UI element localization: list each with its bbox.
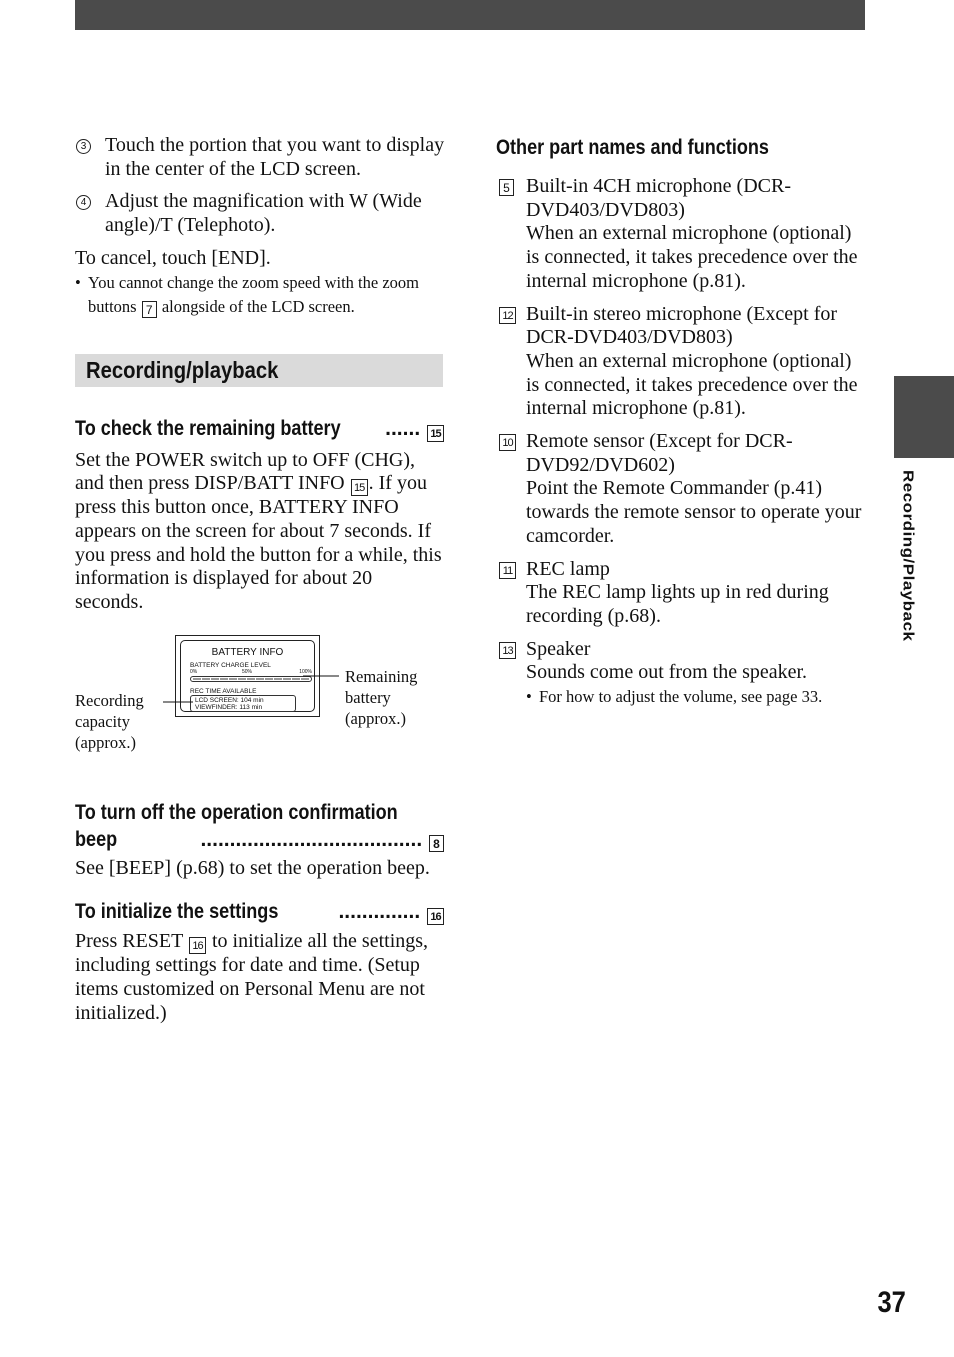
body-text-a: Press RESET xyxy=(75,930,188,953)
note-text-a: You cannot change the zoom speed with the zoom buttons xyxy=(88,272,419,316)
leader-dots: ...................................... xyxy=(200,827,423,851)
ref-number: 16 xyxy=(189,937,206,954)
zoom-note xyxy=(75,271,445,319)
scale-50: 50% xyxy=(242,668,253,675)
viewfinder-time-row: VIEWFINDER: 113 min xyxy=(195,703,263,711)
section-title: Recording/playback xyxy=(86,356,279,383)
part-item xyxy=(496,303,868,422)
part-title: Built-in stereo microphone (Except for DCR-DVD403/DVD803) xyxy=(526,302,838,349)
charge-level-label: BATTERY CHARGE LEVEL xyxy=(190,661,271,669)
leader-dots: .............. xyxy=(338,900,421,924)
right-column xyxy=(496,134,868,718)
ref-number: 10 xyxy=(499,434,516,451)
step-3 xyxy=(75,134,445,181)
ref-number: 8 xyxy=(429,835,444,852)
part-title: REC lamp xyxy=(526,557,610,580)
heading-leader xyxy=(338,898,445,925)
part-description: Sounds come out from the speaker. xyxy=(526,661,808,684)
page-number: 37 xyxy=(877,1286,906,1319)
body-text-b: to initialize all the settings, including settings for date and time. (Setup items customized on Personal Menu are not initialized.) xyxy=(75,930,429,1024)
part-item xyxy=(496,638,868,709)
body-text-a: Set the POWER switch up to OFF (CHG), and then press DISP/BATT INFO xyxy=(75,448,415,495)
body-text-b: . If you press this button once, BATTERY INFO appears on the screen for about 7 seconds. If you press and hold the button for a while, this information is displayed for about 20 seconds. xyxy=(75,472,442,614)
screen-title: BATTERY INFO xyxy=(211,646,284,658)
part-description: When an external microphone (optional) is connected, it takes precedence over the internal microphone (p.81). xyxy=(526,222,858,292)
heading-text: To initialize the settings xyxy=(75,900,279,924)
volume-note xyxy=(526,685,868,709)
heading-text: To check the remaining battery xyxy=(75,416,341,440)
beep-body: See [BEEP] (p.68) to set the operation beep. xyxy=(75,856,430,879)
heading-text: Other part names and functions xyxy=(496,136,769,159)
left-column xyxy=(75,134,445,1026)
ref-number: 12 xyxy=(499,307,516,324)
heading-leader xyxy=(200,826,445,853)
ref-number: 11 xyxy=(499,562,516,579)
bullet: • xyxy=(526,687,532,707)
part-item xyxy=(496,175,868,294)
part-title: Built-in 4CH microphone (DCR-DVD403/DVD803) xyxy=(526,175,791,221)
note-text-b: alongside of the LCD screen. xyxy=(157,296,355,316)
init-heading xyxy=(75,898,445,925)
ref-number: 15 xyxy=(351,479,368,496)
part-description: Point the Remote Commander (p.41) towards the remote sensor to operate your camcorder. xyxy=(526,477,862,547)
ref-number: 7 xyxy=(142,301,157,318)
ref-number: 13 xyxy=(499,642,516,659)
beep-heading xyxy=(75,799,445,853)
step-text: Adjust the magnification with W (Wide angle)/T (Telephoto). xyxy=(105,190,422,237)
leader-dots: ...... xyxy=(385,416,421,440)
part-item xyxy=(496,430,868,549)
recording-capacity-label: Recording capacity (approx.) xyxy=(75,690,144,752)
part-item xyxy=(496,558,868,629)
note-text: For how to adjust the volume, see page 33. xyxy=(539,687,823,707)
header-bar xyxy=(75,0,865,30)
section-side-label: Recording/Playback xyxy=(900,470,917,642)
rec-time-label: REC TIME AVAILABLE xyxy=(190,687,257,695)
remaining-battery-label: Remaining battery (approx.) xyxy=(345,666,418,728)
cancel-instruction: To cancel, touch [END]. xyxy=(75,246,271,269)
part-title: Speaker xyxy=(526,637,591,660)
part-description: The REC lamp lights up in red during recording (p.68). xyxy=(526,581,829,627)
step-number: 3 xyxy=(76,139,91,154)
lcd-time-row: LCD SCREEN: 104 min xyxy=(195,696,264,704)
other-parts-heading xyxy=(496,134,868,161)
ref-number: 16 xyxy=(427,908,444,925)
step-text: Touch the portion that you want to display in the center of the LCD screen. xyxy=(105,134,445,180)
battery-heading xyxy=(75,415,445,442)
section-tab-marker xyxy=(894,376,954,458)
init-body xyxy=(75,930,445,1025)
battery-info-figure xyxy=(75,635,445,785)
scale-100: 100% xyxy=(299,668,312,675)
section-title-bar xyxy=(75,354,443,387)
ref-number: 5 xyxy=(499,179,514,196)
heading-text: To turn off the operation confirmation xyxy=(75,800,398,824)
bullet: • xyxy=(75,272,81,292)
ref-number: 15 xyxy=(427,425,444,442)
step-number: 4 xyxy=(76,195,91,210)
battery-body xyxy=(75,449,445,615)
scale-0: 0% xyxy=(190,668,198,675)
heading-leader xyxy=(385,415,445,442)
part-title: Remote sensor (Except for DCR-DVD92/DVD602) xyxy=(526,430,793,476)
part-description: When an external microphone (optional) is connected, it takes precedence over the internal microphone (p.81). xyxy=(526,349,858,420)
heading-text-2: beep xyxy=(75,827,118,851)
step-4 xyxy=(75,190,445,237)
